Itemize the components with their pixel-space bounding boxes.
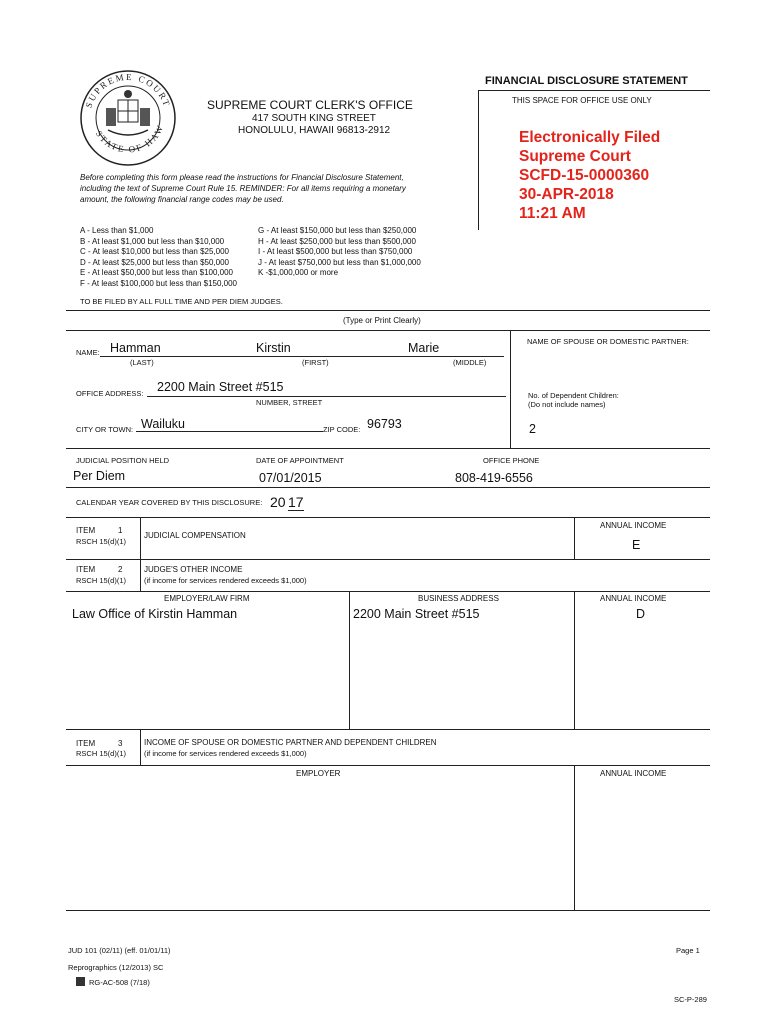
range-code: J - At least $750,000 but less than $1,000,000 [258, 257, 421, 267]
item1-income-value[interactable]: E [632, 538, 641, 552]
calendar-label: CALENDAR YEAR COVERED BY THIS DISCLOSURE: [76, 498, 263, 507]
appointment-date-value[interactable]: 07/01/2015 [259, 471, 322, 485]
item2-number: 2 [118, 565, 123, 574]
item2-employer-label: EMPLOYER/LAW FIRM [164, 594, 250, 603]
range-code: D - At least $25,000 but less than $50,000 [80, 257, 229, 267]
item3-rule: RSCH 15(d)(1) [76, 749, 127, 758]
item1-title: JUDICIAL COMPENSATION [144, 531, 246, 540]
range-codes-right [258, 226, 421, 279]
footer-page: Page 1 [676, 946, 700, 955]
first-name-value[interactable]: Kirstin [256, 341, 291, 355]
range-code: K -$1,000,000 or more [258, 268, 339, 277]
last-label: (LAST) [130, 358, 154, 367]
dependents-label: No. of Dependent Children: [528, 391, 619, 400]
item3-income-label: ANNUAL INCOME [600, 769, 667, 778]
svg-text:STATE OF HAWAII: STATE OF HAW [93, 123, 166, 155]
city-label: CITY OR TOWN: [76, 425, 134, 434]
range-code: H - At least $250,000 but less than $500,000 [258, 236, 416, 246]
calendar-prefix: 20 [270, 494, 286, 510]
range-code: A - Less than $1,000 [80, 226, 154, 235]
item2-income-label: ANNUAL INCOME [600, 594, 667, 603]
footer-rg: RG-AC-508 (7/18) [89, 978, 150, 987]
stamp-line3: SCFD-15-0000360 [519, 167, 650, 184]
instructions-line3: amount, the following financial range codes may be used. [80, 195, 284, 204]
item2-subtitle: (if income for services rendered exceeds $1,000) [144, 576, 307, 585]
range-code: C - At least $10,000 but less than $25,000 [80, 247, 229, 256]
item2-business-label: BUSINESS ADDRESS [418, 594, 499, 603]
item2-employer-value[interactable]: Law Office of Kirstin Hamman [72, 607, 238, 621]
office-address-label: OFFICE ADDRESS: [76, 389, 144, 398]
recycle-icon [76, 977, 85, 986]
item3-title: INCOME OF SPOUSE OR DOMESTIC PARTNER AND DEPENDENT CHILDREN [144, 738, 437, 747]
svg-text:SUPREME COURT: SUPREME COURT [83, 71, 173, 110]
middle-name-value[interactable]: Marie [408, 341, 440, 355]
city-value[interactable]: Wailuku [141, 417, 185, 431]
zip-value[interactable]: 96793 [367, 417, 402, 431]
range-code: G - At least $150,000 but less than $250,000 [258, 226, 417, 235]
first-label: (FIRST) [302, 358, 329, 367]
last-name-value[interactable]: Hamman [110, 341, 161, 355]
stamp-line4: 30-APR-2018 [519, 186, 614, 203]
type-print-note: (Type or Print Clearly) [343, 316, 421, 325]
range-code: E - At least $50,000 but less than $100,000 [80, 268, 233, 277]
seal-icon [78, 68, 178, 168]
middle-label: (MIDDLE) [453, 358, 487, 367]
stamp-line2: Supreme Court [519, 148, 631, 165]
office-phone-label: OFFICE PHONE [483, 456, 540, 465]
position-label: JUDICIAL POSITION HELD [76, 456, 170, 465]
instructions-line1: Before completing this form please read the instructions for Financial Disclosure Statement, [80, 173, 404, 182]
address-sublabel: NUMBER, STREET [256, 398, 323, 407]
position-value[interactable]: Per Diem [73, 469, 126, 483]
item1-number: 1 [118, 526, 123, 535]
item3-subtitle: (if income for services rendered exceeds $1,000) [144, 749, 307, 758]
item3-label: ITEM [76, 739, 96, 748]
range-codes-left [80, 226, 237, 289]
office-street: 417 SOUTH KING STREET [252, 113, 376, 124]
item2-rule: RSCH 15(d)(1) [76, 576, 127, 585]
range-code: B - At least $1,000 but less than $10,000 [80, 236, 225, 246]
zip-label: ZIP CODE: [323, 425, 361, 434]
filed-by-note: TO BE FILED BY ALL FULL TIME AND PER DIEM JUDGES. [80, 297, 283, 306]
calendar-year-value[interactable]: 17 [288, 494, 304, 510]
office-city: HONOLULU, HAWAII 96813-2912 [238, 125, 391, 136]
dependents-sublabel: (Do not include names) [528, 400, 606, 409]
stamp-line5: 11:21 AM [519, 205, 586, 222]
footer-scp: SC-P-289 [674, 995, 707, 1004]
court-seal [78, 68, 178, 168]
appointment-date-label: DATE OF APPOINTMENT [256, 456, 344, 465]
range-code: I - At least $500,000 but less than $750,000 [258, 247, 413, 256]
item3-employer-label: EMPLOYER [296, 769, 341, 778]
name-label: NAME: [76, 348, 100, 357]
range-code: F - At least $100,000 but less than $150,000 [80, 278, 237, 288]
item2-title: JUDGE'S OTHER INCOME [144, 565, 243, 574]
instructions-line2: including the text of Supreme Court Rule 15. REMINDER: For all items requiring a monetary [80, 184, 406, 193]
office-phone-value[interactable]: 808-419-6556 [455, 471, 533, 485]
footer-jud: JUD 101 (02/11) (eff. 01/01/11) [68, 946, 171, 955]
item2-income-value[interactable]: D [636, 607, 646, 621]
item2-label: ITEM [76, 565, 96, 574]
form-title: FINANCIAL DISCLOSURE STATEMENT [485, 75, 688, 87]
item1-income-label: ANNUAL INCOME [600, 521, 667, 530]
dependents-value[interactable]: 2 [529, 422, 536, 436]
item3-number: 3 [118, 739, 123, 748]
item1-label: ITEM [76, 526, 96, 535]
office-name: SUPREME COURT CLERK'S OFFICE [207, 98, 413, 112]
office-address-value[interactable]: 2200 Main Street #515 [157, 380, 284, 394]
office-use-label: THIS SPACE FOR OFFICE USE ONLY [512, 96, 652, 105]
spouse-label: NAME OF SPOUSE OR DOMESTIC PARTNER: [527, 337, 689, 346]
footer-repro: Reprographics (12/2013) SC [68, 963, 164, 972]
item2-business-value[interactable]: 2200 Main Street #515 [353, 607, 480, 621]
stamp-line1: Electronically Filed [519, 129, 661, 146]
item1-rule: RSCH 15(d)(1) [76, 537, 127, 546]
